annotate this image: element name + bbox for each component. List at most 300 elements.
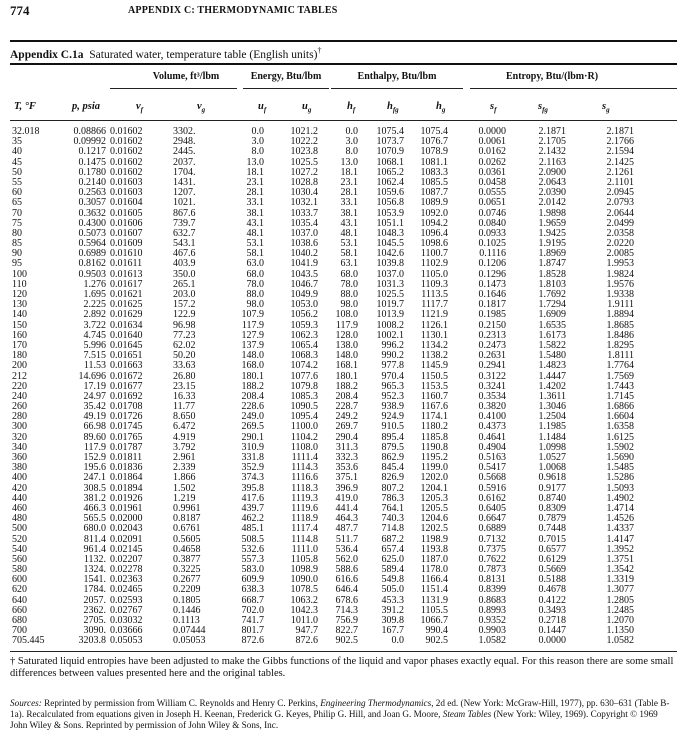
header-sfg: $s_{fg}$ [538,101,548,115]
cell-T: 460 [12,502,27,514]
cell-vg: 467.6 [173,248,196,260]
cell-hf: 375.1 [335,472,358,484]
cell-T: 700 [12,625,27,637]
cell-uf: 269.5 [241,421,264,433]
cell-vg: 26.80 [173,370,196,382]
cell-sf: 0.6405 [478,502,506,514]
group-energy: Energy, Btu/lbm [250,71,322,82]
cell-hg: 1087.7 [420,187,448,199]
cell-uf: 228.6 [241,401,264,413]
cell-vg: 1.219 [173,492,196,504]
cell-vg: 50.20 [173,350,196,362]
cell-vg: 2.339 [173,462,196,474]
cell-ug: 1040.2 [290,248,318,260]
cell-ug: 1025.5 [290,156,318,168]
cell-hf: 487.7 [335,523,358,535]
cell-hfg: 167.7 [381,625,404,637]
cell-ug: 1117.4 [291,523,318,535]
cell-T: 130 [12,299,27,311]
cell-T: 600 [12,574,27,586]
cell-sf: 1.0582 [478,635,506,647]
cell-hfg: 1053.9 [376,207,404,219]
cell-hfg: 657.4 [381,543,404,555]
cell-sg: 1.6125 [606,431,634,443]
cell-hg: 1094.2 [420,217,448,229]
cell-vf: 0.02278 [110,564,143,576]
cell-sfg: 0.3493 [538,604,566,616]
cell-T: 70 [12,207,22,219]
cell-uf: 127.9 [241,329,264,341]
cell-uf: 485.1 [241,523,264,535]
column-ug [276,127,318,647]
cell-T: 40 [12,146,22,158]
cell-T: 360 [12,452,27,463]
cell-sfg: 2.0390 [538,187,566,199]
cell-ug: 872.6 [295,635,318,647]
cell-ug: 1063.2 [290,594,318,606]
cell-vg: 543.1 [173,238,196,250]
cell-p: 0.2563 [78,187,106,199]
cell-T: 440 [12,492,27,504]
cell-T: 100 [12,268,27,280]
cell-uf: 168.0 [241,360,264,372]
cell-hfg: 1037.0 [376,268,404,280]
cell-p: 49.19 [83,411,106,423]
cell-hf: 43.1 [340,217,358,229]
cell-sg: 1.7569 [606,370,634,382]
cell-T: 85 [12,238,22,250]
cell-sg: 1.8111 [607,350,634,362]
cell-T: 680 [12,615,27,626]
cell-vg: 0.2677 [173,574,201,586]
cell-vf: 0.01787 [110,441,143,453]
cell-hg: 1145.9 [420,360,448,372]
cell-hg: 1066.7 [420,615,448,626]
cell-vg: 0.3877 [173,553,201,565]
cell-vf: 0.05053 [110,635,143,647]
cell-ug: 1108.0 [290,441,318,453]
cell-sg: 1.8486 [606,329,634,341]
cell-vf: 0.01613 [110,268,143,280]
cell-sg: 1.8295 [606,339,634,351]
cell-hfg: 549.8 [381,574,404,586]
cell-ug: 1046.7 [290,278,318,290]
cell-vg: 1704. [173,166,196,178]
cell-T: 620 [12,584,27,596]
cell-vf: 0.01894 [110,482,143,494]
cell-hfg: 1068.1 [376,156,404,168]
cell-sfg: 1.3611 [538,390,566,402]
cell-vf: 0.01625 [110,299,143,311]
cell-sfg: 1.9195 [538,238,566,250]
cell-p: 2705. [83,615,106,626]
cell-sf: 0.2473 [478,339,506,351]
cell-sf: 0.4641 [478,431,506,443]
cell-uf: 462.2 [241,513,264,525]
cell-vf: 0.01617 [110,278,143,290]
cell-hfg: 895.4 [381,431,404,443]
cell-uf: 417.6 [241,492,264,504]
cell-vf: 0.01602 [110,126,143,137]
cell-sf: 0.0746 [478,207,506,219]
cell-sg: 1.4337 [606,523,634,535]
cell-ug: 1074.2 [290,360,318,372]
cell-hg: 1078.9 [420,146,448,158]
cell-sg: 1.8894 [606,309,634,321]
cell-vf: 0.02207 [110,553,143,565]
cell-hfg: 965.3 [381,380,404,392]
cell-hfg: 391.2 [381,604,404,616]
cell-sf: 0.2313 [478,329,506,341]
cell-T: 170 [12,339,27,351]
cell-hfg: 938.9 [381,401,404,413]
cell-vg: 157.2 [173,299,196,311]
cell-hf: 68.0 [340,268,358,280]
cell-ug: 1111.0 [291,543,318,555]
cell-hfg: 1045.5 [376,238,404,250]
header-hg: $h_g$ [436,101,446,115]
cell-sf: 0.6162 [478,492,506,504]
cell-uf: 117.9 [241,319,264,331]
cell-vg: 2445. [173,146,196,158]
cell-hg: 1187.0 [420,553,448,565]
cell-sfg: 1.0068 [538,462,566,474]
caption-label: Appendix C.1a [10,48,84,61]
cell-T: 35 [12,136,22,148]
cell-hf: 23.1 [340,176,358,188]
cell-sg: 1.9824 [606,268,634,280]
cell-hf: 902.5 [335,635,358,647]
cell-hf: 188.2 [335,380,358,392]
cell-vf: 0.01663 [110,360,143,372]
header-sg: $s_g$ [602,101,610,115]
cell-hfg: 1008.2 [376,319,404,331]
cell-sfg: 1.6909 [538,309,566,321]
cell-sg: 1.5286 [606,472,634,484]
cell-hfg: 1075.4 [376,126,404,137]
cell-vg: 0.2209 [173,584,201,596]
cell-vg: 403.9 [173,258,196,270]
header-T: T, °F [14,101,36,112]
table-caption [10,46,321,61]
cell-uf: 43.1 [246,217,264,229]
cell-hf: 88.0 [340,289,358,300]
cell-sfg: 0.5188 [538,574,566,586]
cell-sfg: 1.8747 [538,258,566,270]
cell-uf: 352.9 [241,462,264,474]
column-vf [110,127,156,647]
cell-hfg: 1059.6 [376,187,404,199]
cell-ug: 1111.4 [291,452,318,463]
cell-T: 120 [12,289,27,300]
cell-hfg: 505.0 [381,584,404,596]
cell-ug: 1042.3 [290,604,318,616]
cell-uf: 33.1 [246,197,264,209]
cell-sg: 1.5093 [606,482,634,494]
cell-vg: 1.502 [173,482,196,494]
cell-vf: 0.02000 [110,513,143,525]
footnote-text: Saturated liquid entropies have been adjusted to make the Gibbs functions of the liquid and vapor phases exactly equal. For this reason there are some small differences between values presented here and the original tables. [10,656,674,679]
cell-hfg: 1062.4 [376,176,404,188]
cell-hfg: 1025.5 [376,289,404,300]
cell-sf: 0.8131 [478,574,506,586]
cell-hfg: 862.9 [381,452,404,463]
cell-hg: 1126.1 [420,319,448,331]
sources-part-2: , 2d ed. (New York: McGraw-Hill, 1977), pp. 630–631 (Table B-1a). Recalculated from equations given in Joseph H. Keenan, Frederick G. Keyes, Philip G. Hill, and Joan G. Moore, [10,698,670,719]
cell-sg: 1.5485 [606,462,634,474]
cell-ug: 1068.3 [290,350,318,362]
cell-vg: 3302. [173,126,196,137]
cell-hf: 98.0 [340,299,358,311]
cell-T: 380 [12,462,27,474]
cell-sfg: 2.0142 [538,197,566,209]
cell-sg: 1.3751 [606,553,634,565]
cell-uf: 249.0 [241,411,264,423]
cell-sfg: 0.7879 [538,513,566,525]
cell-sfg: 0.4122 [538,594,566,606]
cell-vg: 739.7 [173,217,196,229]
cell-vg: 1.866 [173,472,196,484]
cell-hfg: 990.2 [381,350,404,362]
cell-vf: 0.02465 [110,584,143,596]
cell-hf: 208.4 [335,390,358,402]
cell-ug: 1104.2 [290,431,318,443]
cell-sf: 0.0555 [478,187,506,199]
cell-sfg: 1.0998 [538,441,566,453]
cell-T: 90 [12,248,22,260]
cell-ug: 1098.9 [290,564,318,576]
cell-p: 3090. [83,625,106,637]
cell-p: 381.2 [83,492,106,504]
cell-uf: 557.3 [241,553,264,565]
cell-vf: 0.03666 [110,625,143,637]
cell-uf: 148.0 [241,350,264,362]
cell-vg: 0.1446 [173,604,201,616]
cell-vf: 0.01677 [110,380,143,392]
cell-hg: 1075.4 [420,126,448,137]
cell-vf: 0.01621 [110,289,143,300]
cell-uf: 137.9 [241,339,264,351]
cell-vg: 62.02 [173,339,196,351]
cell-p: 0.3632 [78,207,106,219]
cell-sfg: 1.7294 [538,299,566,311]
cell-p: 35.42 [83,401,106,413]
cell-sg: 2.0644 [606,207,634,219]
header-hf: $h_f$ [347,101,356,115]
cell-uf: 53.1 [246,238,264,250]
cell-sfg: 0.4678 [538,584,566,596]
cell-ug: 947.7 [295,625,318,637]
header-ug: $u_g$ [302,101,312,115]
cell-p: 3203.8 [78,635,106,647]
cell-sf: 0.6889 [478,523,506,535]
header-hfg: $h_{fg}$ [387,101,399,115]
cell-vf: 0.02145 [110,543,143,555]
cell-p: 0.4300 [78,217,106,229]
cell-p: 0.9503 [78,268,106,280]
cell-p: 4.745 [83,329,106,341]
cell-uf: 68.0 [246,268,264,280]
cell-hg: 1202.5 [420,523,448,535]
cell-sfg: 0.9618 [538,472,566,484]
cell-T: 50 [12,166,22,178]
cell-hfg: 687.2 [381,533,404,545]
cell-sg: 2.1871 [606,126,634,137]
cell-sg: 1.6866 [606,401,634,413]
cell-sf: 0.3122 [478,370,506,382]
cell-uf: 88.0 [246,289,264,300]
cell-hfg: 453.3 [381,594,404,606]
cell-hg: 1178.0 [420,564,448,576]
cell-ug: 1028.8 [290,176,318,188]
header-vg: $v_g$ [197,101,206,115]
cell-vf: 0.02091 [110,533,143,545]
cell-ug: 1027.2 [290,166,318,178]
cell-hg: 1096.4 [420,227,448,239]
cell-vg: 1207. [173,187,196,199]
cell-vf: 0.01651 [110,350,143,362]
cell-ug: 1059.3 [290,319,318,331]
cell-p: 0.1217 [78,146,106,158]
cell-hf: 148.0 [335,350,358,362]
cell-uf: 331.8 [241,452,264,463]
cell-sfg: 1.8528 [538,268,566,280]
cell-hf: 168.1 [335,360,358,372]
cell-sfg: 1.4202 [538,380,566,392]
cell-hf: 28.1 [340,187,358,199]
cell-vg: 23.15 [173,380,196,392]
cell-hf: 249.2 [335,411,358,423]
cell-vg: 11.77 [173,401,196,413]
cell-p: 11.53 [83,360,106,372]
cell-sfg: 1.3046 [538,401,566,413]
top-rule [10,40,677,42]
cell-vg: 0.8187 [173,513,201,525]
cell-hf: 714.3 [335,604,358,616]
cell-ug: 1049.9 [290,289,318,300]
cell-ug: 1118.3 [291,482,318,494]
column-vg [173,127,219,647]
cell-p: 0.09992 [73,136,106,148]
cell-sf: 0.1646 [478,289,506,300]
cell-T: 140 [12,309,27,321]
cell-ug: 1114.8 [291,533,318,545]
cell-vf: 0.01604 [110,197,143,209]
cell-hfg: 1039.8 [376,258,404,270]
cell-uf: 741.7 [241,615,264,626]
cell-vg: 0.05053 [173,635,206,647]
cell-hf: 441.4 [335,502,358,514]
cell-hg: 1153.5 [420,380,448,392]
cell-sg: 1.9111 [607,299,634,311]
cell-hg: 1166.4 [420,574,448,586]
cell-hg: 1083.3 [420,166,448,178]
cell-sf: 0.8399 [478,584,506,596]
cell-sg: 2.0793 [606,197,634,209]
cell-sf: 0.5163 [478,452,506,463]
cell-sf: 0.4904 [478,441,506,453]
cell-hfg: 845.4 [381,462,404,474]
cell-sf: 0.7873 [478,564,506,576]
cell-hf: 269.7 [335,421,358,433]
cell-sf: 0.1025 [478,238,506,250]
cell-sg: 1.0582 [606,635,634,647]
cell-sfg: 2.0900 [538,166,566,178]
cell-ug: 1085.3 [290,390,318,402]
cell-uf: 107.9 [241,309,264,321]
cell-sfg: 1.0527 [538,452,566,463]
cell-sg: 1.8685 [606,319,634,331]
cell-hg: 1105.0 [420,268,448,280]
cell-p: 1132. [83,553,106,565]
header-p: p, psia [72,101,101,112]
cell-sf: 0.1116 [479,248,506,260]
cell-T: 705.445 [12,635,45,647]
cell-sg: 1.2485 [606,604,634,616]
column-hg [405,127,448,647]
cell-sg: 1.5902 [606,441,634,453]
cell-sg: 1.4714 [606,502,634,514]
cell-sg: 2.0945 [606,187,634,199]
cell-uf: 609.9 [241,574,264,586]
cell-vg: 77.23 [173,329,196,341]
cell-p: 89.60 [83,431,106,443]
cell-vf: 0.01602 [110,166,143,178]
header-sf: $s_f$ [490,101,497,115]
cell-sf: 0.0458 [478,176,506,188]
cell-T: 300 [12,421,27,433]
cell-p: 2057. [83,594,106,606]
cell-uf: 78.0 [246,278,264,290]
cell-ug: 1030.4 [290,187,318,199]
cell-uf: 28.1 [246,187,264,199]
sources-part-1: Reprinted by permission from William C. Reynolds and Henry C. Perkins, [44,698,321,708]
cell-uf: 208.4 [241,390,264,402]
cell-hfg: 1002.1 [376,329,404,341]
cell-hf: 117.9 [335,319,358,331]
cell-sf: 0.1296 [478,268,506,280]
cell-T: 80 [12,227,22,239]
cell-vg: 867.6 [173,207,196,219]
cell-uf: 3.0 [251,136,264,148]
cell-ug: 1041.9 [290,258,318,270]
page-header [10,3,677,19]
cell-sf: 0.7375 [478,543,506,555]
cell-hg: 1185.8 [420,431,448,443]
cell-p: 0.6989 [78,248,106,260]
cell-sfg: 1.4823 [538,360,566,372]
cell-T: 95 [12,258,22,270]
cell-ug: 1090.0 [290,574,318,586]
cell-hf: 0.0 [345,126,358,137]
cell-p: 308.5 [83,482,106,494]
cell-hfg: 1042.6 [376,248,404,260]
cell-hf: 646.4 [335,584,358,596]
cell-hg: 1109.3 [420,278,448,290]
cell-sf: 0.5916 [478,482,506,494]
cell-p: 1541. [83,574,106,586]
cell-vg: 4.919 [173,431,196,443]
cell-sg: 1.7145 [606,390,634,402]
column-sf [468,127,506,647]
cell-hg: 1174.1 [420,411,448,423]
cell-p: 152.9 [83,452,106,463]
cell-hg: 1130.1 [420,329,448,341]
cell-ug: 1079.8 [290,380,318,392]
cell-hfg: 1073.7 [376,136,404,148]
cell-hfg: 970.4 [381,370,404,382]
cell-vg: 122.9 [173,309,196,321]
